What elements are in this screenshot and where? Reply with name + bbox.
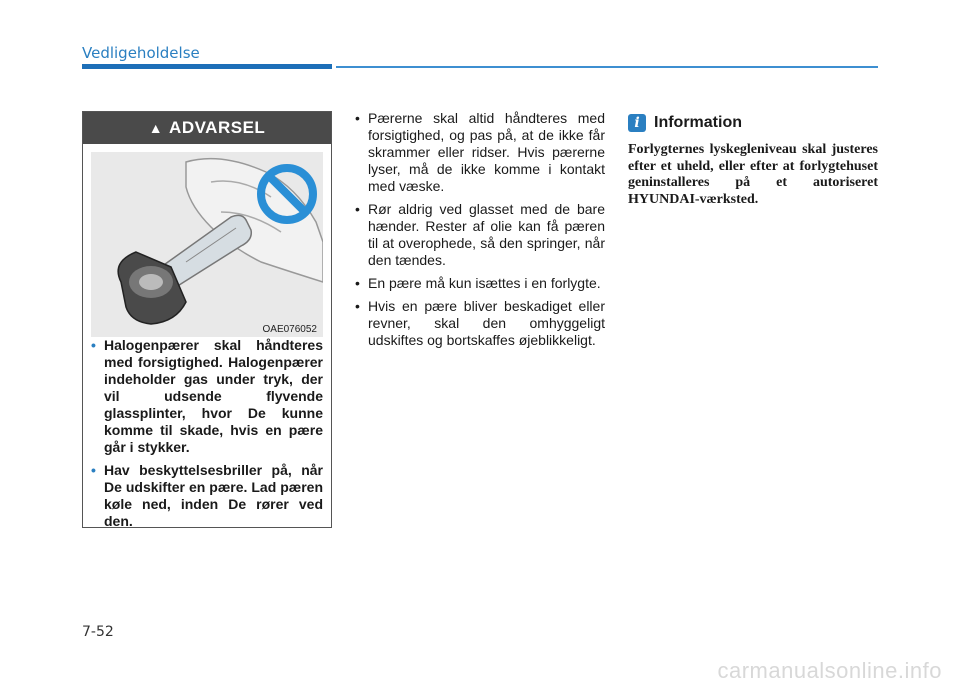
list-item: • Halogenpærer skal håndteres med forsigtighed. Halogenpærer indeholder gas under tryk, der vil udsende flyvende glassplinter, hvor De kunne komme til skade, hvis en pære går i stykker. bbox=[91, 337, 323, 456]
header-rule-light bbox=[336, 66, 878, 68]
information-title: Information bbox=[654, 114, 742, 131]
list-item: • Rør aldrig ved glasset med de bare hænder. Rester af olie kan få pæren til at overophede, så den springer, når den tændes. bbox=[355, 201, 605, 269]
warning-header bbox=[83, 112, 331, 144]
warning-title: ADVARSEL bbox=[169, 118, 266, 137]
list-item: • Pærerne skal altid håndteres med forsigtighed, og pas på, at de ikke får skrammer eller ridser. Hvis pærerne lyser, må de ikke komme i kontakt med væske. bbox=[355, 110, 605, 195]
image-code: OAE076052 bbox=[262, 324, 317, 335]
information-heading bbox=[628, 114, 742, 132]
bulb-photo bbox=[91, 152, 323, 337]
header-rule-dark bbox=[82, 64, 332, 69]
section-title: Vedligeholdelse bbox=[82, 44, 200, 62]
warning-triangle-icon: ▲ bbox=[148, 120, 164, 136]
list-item: • En pære må kun isættes i en forlygte. bbox=[355, 275, 605, 292]
info-icon: i bbox=[628, 114, 646, 132]
list-item: • Hav beskyttelsesbriller på, når De udskifter en pære. Lad pæren køle ned, inden De rører ved den. bbox=[91, 462, 323, 530]
page-number: 7-52 bbox=[82, 624, 114, 640]
bulb-illustration bbox=[91, 152, 323, 337]
watermark: carmanualsonline.info bbox=[717, 658, 942, 683]
warning-box bbox=[82, 111, 332, 528]
warning-list bbox=[91, 337, 323, 536]
instruction-list bbox=[355, 110, 605, 355]
list-item: • Hvis en pære bliver beskadiget eller revner, skal den omhyggeligt udskiftes og bortskaffes øjeblikkeligt. bbox=[355, 298, 605, 349]
information-text: Forlygternes lyskegleniveau skal justeres efter et uheld, eller efter at forlygtehuset geninstalleres på et autoriseret HYUNDAI-værksted. bbox=[628, 142, 878, 207]
